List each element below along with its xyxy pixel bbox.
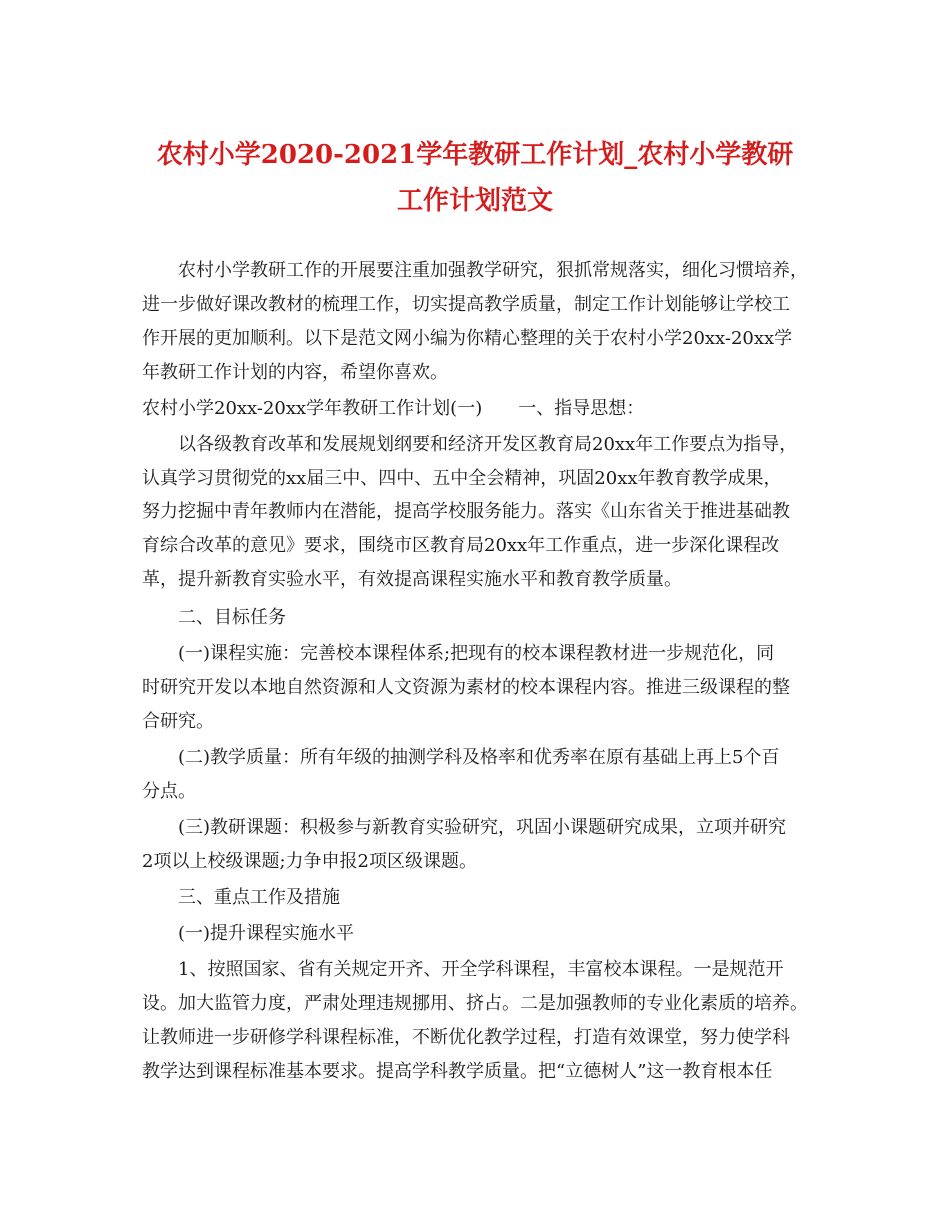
paragraph-line: 以各级教育改革和发展规划纲要和经济开发区教育局20xx年工作要点为指导， <box>178 434 798 455</box>
paragraph-line: 合研究。 <box>142 711 214 732</box>
paragraph-line: (一)课程实施：完善校本课程体系;把现有的校本课程教材进一步规范化，同 <box>178 643 775 664</box>
document-title-line-1: 农村小学2020-2021学年教研工作计划_农村小学教研 <box>156 140 794 170</box>
subsection-heading: (一)提升课程实施水平 <box>178 923 355 944</box>
paragraph-line: (三)教研课题：积极参与新教育实验研究，巩固小课题研究成果，立项并研究 <box>178 817 787 838</box>
paragraph-line: 时研究开发以本地自然资源和人文资源为素材的校本课程内容。推进三级课程的整 <box>142 677 790 698</box>
paragraph-line: 认真学习贯彻党的xx届三中、四中、五中全会精神，巩固20xx年教育教学成果， <box>142 468 782 489</box>
paragraph-line: 进一步做好课改教材的梳理工作，切实提高教学质量，制定工作计划能够让学校工 <box>142 294 790 315</box>
paragraph-line: 1、按照国家、省有关规定开齐、开全学科课程，丰富校本课程。一是规范开 <box>178 959 784 980</box>
section-heading: 二、目标任务 <box>178 607 286 628</box>
paragraph-line: 让教师进一步研修学科课程标准，不断优化教学过程，打造有效课堂，努力使学科 <box>142 1027 790 1048</box>
section-heading: 三、重点工作及措施 <box>178 887 340 908</box>
paragraph-line: 农村小学20xx-20xx学年教研工作计划(一) 一、指导思想： <box>142 398 645 419</box>
paragraph-line: 分点。 <box>142 781 196 802</box>
paragraph-line: 年教研工作计划的内容，希望你喜欢。 <box>142 362 448 383</box>
paragraph-line: 革，提升新教育实验水平，有效提高课程实施水平和教育教学质量。 <box>142 569 682 590</box>
paragraph-line: 2项以上校级课题;力争申报2项区级课题。 <box>142 851 477 872</box>
paragraph-line: 作开展的更加顺利。以下是范文网小编为你精心整理的关于农村小学20xx-20xx学 <box>142 328 793 349</box>
paragraph-line: 设。加大监管力度，严肃处理违规挪用、挤占。二是加强教师的专业化素质的培养。 <box>142 993 808 1014</box>
paragraph-line: (二)教学质量：所有年级的抽测学科及格率和优秀率在原有基础上再上5个百 <box>178 747 780 768</box>
document-title-line-2: 工作计划范文 <box>396 186 553 216</box>
paragraph-line: 育综合改革的意见》要求，围绕市区教育局20xx年工作重点，进一步深化课程改 <box>142 535 780 556</box>
paragraph-line: 农村小学教研工作的开展要注重加强教学研究，狠抓常规落实，细化习惯培养， <box>178 260 808 281</box>
paragraph-line: 努力挖掘中青年教师内在潜能，提高学校服务能力。落实《山东省关于推进基础教 <box>142 501 790 522</box>
paragraph-line: 教学达到课程标准基本要求。提高学科教学质量。把“立德树人”这一教育根本任 <box>142 1061 773 1082</box>
